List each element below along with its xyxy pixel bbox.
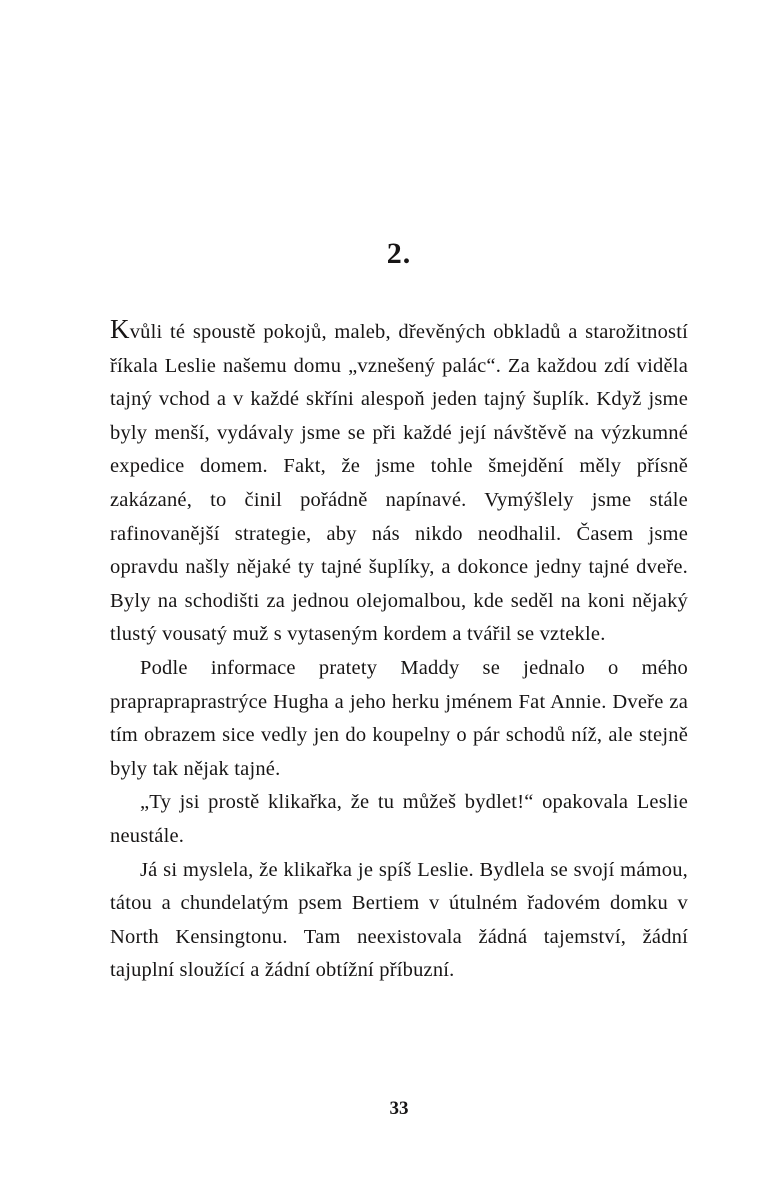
paragraph: Podle informace pratety Maddy se jednalo o mého praprapraprastrýce Hugha a jeho herku jménem Fat Annie. Dveře za tím obrazem sice vedly jen do koupelny o pár schodů níž, ale stejně byly tak nějak tajné.	[110, 656, 688, 780]
text-block	[110, 0, 688, 988]
paragraph: Já si myslela, že klikařka je spíš Leslie. Bydlela se svojí mámou, tátou a chundelatým psem Bertiem v útulném řadovém domku v North Kensingtonu. Tam neexistovala žádná tajemství, žádní tajuplní sloužící a žádní obtížní příbuzní.	[110, 858, 688, 982]
paragraph-text: vůli té spoustě pokojů, maleb, dřevěných obkladů a starožitností říkala Leslie našemu domu „vznešený palác“. Za každou zdí viděla tajný vchod a v každé skříni alespoň jeden tajný šuplík. Když jsme byly menší, vydávaly jsme se při každé její návštěvě na výzkumné expedice domem. Fakt, že jsme tohle šmejdění měly přísně zakázané, to činil pořádně napínavé. Vymýšlely jsme stále rafinovanější strategie, aby nás nikdo neodhalil. Časem jsme opravdu našly nějaké ty tajné šuplíky, a dokonce jedny tajné dveře. Byly na schodišti za jednou olejomalbou, kde seděl na koni nějaký tlustý vousatý muž s vytaseným kordem a tvářil se vztekle.	[110, 321, 688, 646]
page-number: 33	[389, 1098, 409, 1119]
initial-letter: K	[110, 314, 130, 344]
chapter-number-heading: 2.	[386, 237, 412, 270]
paragraph	[110, 316, 688, 652]
paragraph: „Ty jsi prostě klikařka, že tu můžeš bydlet!“ opakovala Leslie neustále.	[110, 791, 688, 847]
body-text	[110, 316, 688, 988]
